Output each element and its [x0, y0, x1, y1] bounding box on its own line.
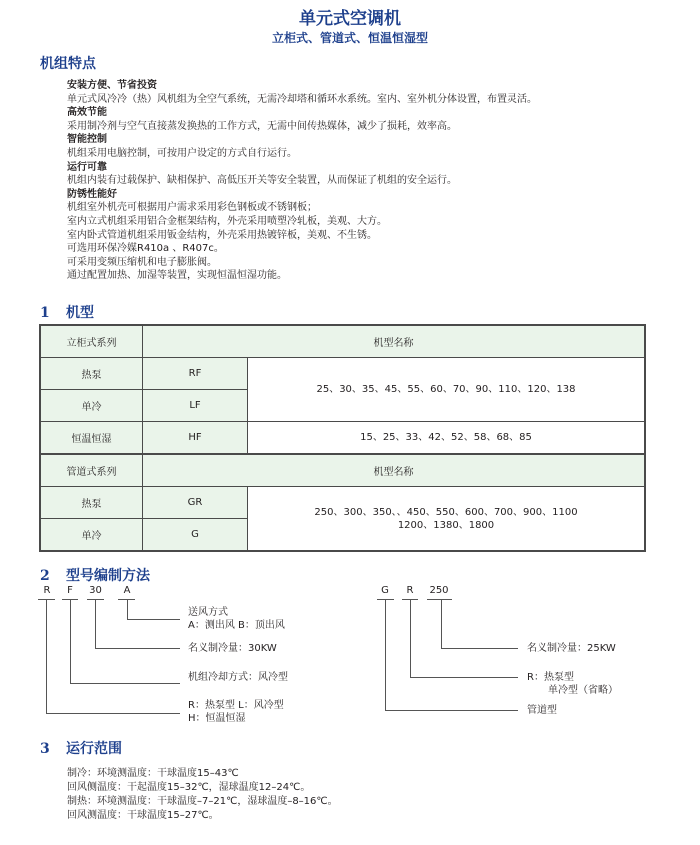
feature-title: 运行可靠	[67, 161, 107, 173]
feature-title: 防锈性能好	[67, 188, 117, 200]
unit-code: HF	[143, 422, 248, 453]
model-list: 25、30、35、45、55、60、70、90、110、120、138	[248, 358, 644, 421]
model-list-line: 250、300、350、、450、550、600、700、900、1100	[314, 506, 578, 518]
connector-line	[127, 599, 128, 619]
feature-title: 智能控制	[67, 134, 107, 146]
table-row	[41, 487, 248, 518]
unit-type-label	[188, 699, 284, 725]
feature-line: 机组采用电脑控制，可按用户设定的方式自行运行。	[67, 147, 297, 159]
connector-line	[70, 599, 71, 683]
features-heading: 机组特点	[40, 56, 96, 72]
airflow-title: 送风方式	[188, 607, 228, 618]
feature-title: 安装方便、节省投资	[67, 80, 157, 91]
feature-line: 室内立式机组采用铝合金框架结构，外壳采用喷塑冷轧板，美观、大方。	[67, 215, 387, 227]
code-letter: F	[67, 585, 73, 596]
connector-line	[46, 713, 180, 714]
unit-type-line: H：恒温恒湿	[188, 713, 246, 724]
capacity-label: 名义制冷量：25KW	[527, 643, 616, 654]
section-1-heading	[40, 302, 94, 322]
range-line: 回风侧温度：干起温度15–32℃，湿球温度12–24℃。	[67, 782, 311, 793]
airflow-label	[188, 606, 285, 632]
unit-type: 热泵	[41, 358, 143, 389]
unit-type: 单冷	[41, 519, 143, 550]
range-line: 回风测温度：干球温度15–27℃。	[67, 810, 219, 821]
airflow-detail: A：测出风 B：顶出风	[188, 620, 285, 631]
feature-line: 室内卧式管道机组采用钣金结构，外壳采用热镀锌板，美观、不生锈。	[67, 229, 377, 241]
feature-line: 单元式风冷冷（热）风机组为全空气系统，无需冷却塔和循环水系统。室内、室外机分体设置，布置灵活。	[67, 93, 537, 105]
table-header-row	[41, 326, 644, 357]
table-row-group	[41, 486, 644, 550]
section-number: 1	[40, 305, 50, 321]
code-letter: G	[381, 585, 389, 596]
cabinet-series-table	[39, 324, 646, 455]
features-list	[67, 79, 537, 283]
model-list-line: 1200、1380、1800	[397, 519, 495, 531]
connector-line	[70, 683, 180, 684]
unit-type-label	[527, 671, 618, 697]
capacity-label: 名义制冷量：30KW	[188, 643, 277, 654]
connector-line	[46, 599, 47, 713]
page-title: 单元式空调机	[299, 9, 401, 29]
operating-range-list	[67, 767, 338, 823]
table-header-row	[41, 455, 644, 486]
connector-line	[441, 648, 518, 649]
underline	[427, 599, 452, 600]
section-number: 3	[40, 741, 50, 757]
duct-series-table	[39, 453, 646, 552]
feature-line: 机组内装有过载保护、缺相保护、高低压开关等安全装置，从而保证了机组的安全运行。	[67, 175, 457, 187]
range-line: 制热：环境测温度：干球温度–7–21℃，湿球温度–8–16℃。	[67, 796, 338, 807]
unit-type: 热泵	[41, 487, 143, 518]
connector-line	[441, 599, 442, 648]
connector-line	[410, 677, 518, 678]
section-3-heading	[40, 738, 122, 758]
cooling-method-label: 机组冷却方式：风冷型	[188, 672, 288, 683]
section-title: 机型	[66, 305, 94, 321]
table-row	[41, 358, 248, 389]
table-row	[41, 389, 248, 421]
page-subtitle: 立柜式、管道式、恒温恒湿型	[271, 31, 428, 45]
feature-line: 可采用变频压缩机和电子膨胀阀。	[67, 256, 217, 268]
feature-line: 采用制冷剂与空气直接蒸发换热的工作方式，无需中间传热媒体，减少了损耗，效率高。	[67, 120, 457, 132]
unit-code: LF	[143, 390, 248, 421]
section-title: 运行范围	[66, 741, 122, 757]
connector-line	[385, 710, 518, 711]
model-names-header: 机型名称	[373, 338, 414, 349]
series-header: 立柜式系列	[41, 326, 143, 357]
duct-type-label: 管道型	[527, 705, 557, 716]
code-letter: R	[406, 585, 414, 596]
connector-line	[127, 619, 180, 620]
connector-line	[95, 648, 180, 649]
unit-type-line: R：热泵型	[527, 672, 574, 683]
model-list: 15、25、33、42、52、58、68、85	[248, 422, 644, 453]
section-2-heading	[40, 565, 150, 585]
section-title: 型号编制方法	[66, 568, 150, 584]
unit-type: 单冷	[41, 390, 143, 421]
connector-line	[385, 599, 386, 710]
feature-title: 高效节能	[67, 107, 107, 119]
table-row-group	[41, 357, 644, 421]
connector-line	[410, 599, 411, 677]
series-header: 管道式系列	[41, 455, 143, 486]
code-letter: 250	[429, 585, 449, 596]
table-row	[41, 518, 248, 550]
unit-type: 恒温恒湿	[41, 422, 143, 453]
section-number: 2	[40, 568, 50, 584]
unit-code: RF	[143, 358, 248, 389]
model-names-header: 机型名称	[373, 467, 414, 478]
model-list	[248, 487, 644, 550]
range-line: 制冷：环境测温度：干球温度15–43℃	[67, 768, 239, 779]
table-row	[41, 421, 644, 453]
code-letter: A	[123, 585, 131, 596]
unit-code: GR	[143, 487, 248, 518]
connector-line	[95, 599, 96, 648]
feature-line: 机组室外机壳可根据用户需求采用彩色钢板或不锈钢板；	[67, 202, 317, 214]
unit-type-line: R：热泵型 L：风冷型	[188, 700, 284, 711]
feature-line: 可选用环保冷媒R410a 、R407c。	[67, 243, 224, 255]
unit-type-line: 单冷型（省略）	[548, 685, 618, 696]
feature-line: 通过配置加热、加湿等装置，实现恒温恒湿功能。	[67, 270, 287, 282]
code-letter: R	[43, 585, 51, 596]
unit-code: G	[143, 519, 248, 550]
code-letter: 30	[89, 585, 102, 596]
